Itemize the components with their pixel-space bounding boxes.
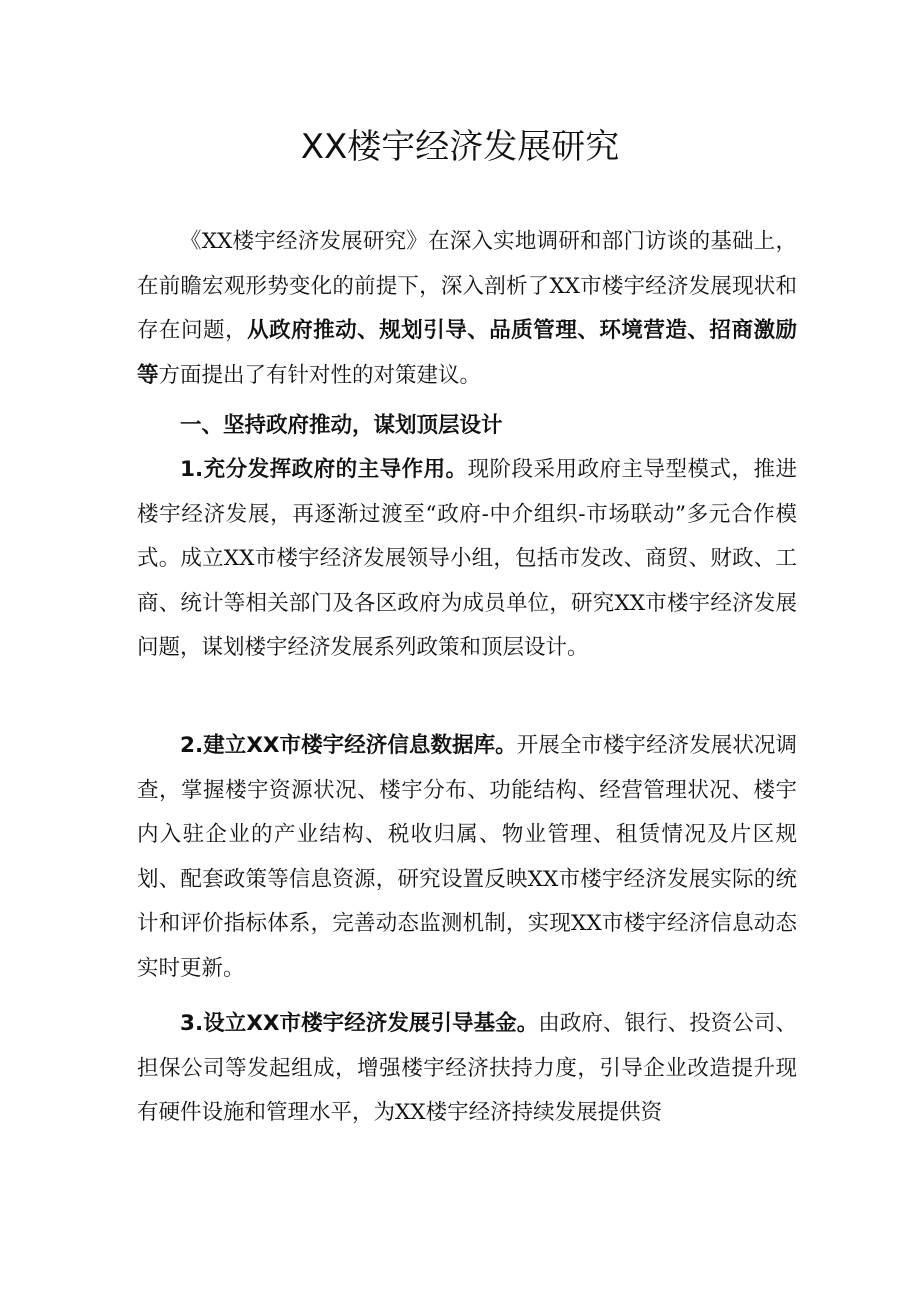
item-text-2: 开展全市楼宇经济发展状况调查，掌握楼宇资源状况、楼宇分布、功能结构、经营管理状况、楼宇内入驻企业的产业结构、税收归属、物业管理、租赁情况及片区规划、配套政策等信息资源，研究设置反映XX市楼宇经济发展实际的统计和评价指标体系，完善动态监测机制，实现XX市楼宇经济信息动态实时更新。 (137, 733, 797, 981)
item-text-1: 现阶段采用政府主导型模式，推进楼宇经济发展，再逐渐过渡至“政府-中介组织-市场联动”多元合作模式。成立XX市楼宇经济发展领导小组，包括市发改、商贸、财政、工商、统计等相关部门及各区政府为成员单位，研究XX市楼宇经济发展问题，谋划楼宇经济发展系列政策和顶层设计。 (137, 457, 797, 660)
item-paragraph-1 (137, 448, 797, 671)
item-text-3: 由政府、银行、投资公司、担保公司等发起组成，增强楼宇经济扶持力度，引导企业改造提升现有硬件设施和管理水平，为XX楼宇经济持续发展提供资 (137, 1011, 797, 1125)
intro-text-bold: 从政府推动、规划引导、品质管理、环境营造、招商激励等 (137, 318, 797, 388)
intro-text-part1: 《XX楼宇经济发展研究》在深入实地调研和部门访谈的基础上，在前瞻宏观形势变化的前提下，深入剖析了XX市楼宇经济发展现状和存在问题， (137, 229, 797, 343)
document-title: XX楼宇经济发展研究 (300, 127, 620, 167)
item-lead-1: 1.充分发挥政府的主导作用。 (180, 457, 468, 482)
intro-text-part2: 方面提出了有针对性的对策建议。 (158, 362, 482, 388)
item-paragraph-3 (137, 1002, 797, 1136)
section-heading: 一、坚持政府推动，谋划顶层设计 (180, 413, 503, 438)
item-paragraph-2 (137, 724, 797, 991)
item-lead-2: 2.建立XX市楼宇经济信息数据库。 (180, 733, 517, 758)
intro-paragraph (137, 220, 797, 398)
item-lead-3: 3.设立XX市楼宇经济发展引导基金。 (180, 1011, 539, 1036)
